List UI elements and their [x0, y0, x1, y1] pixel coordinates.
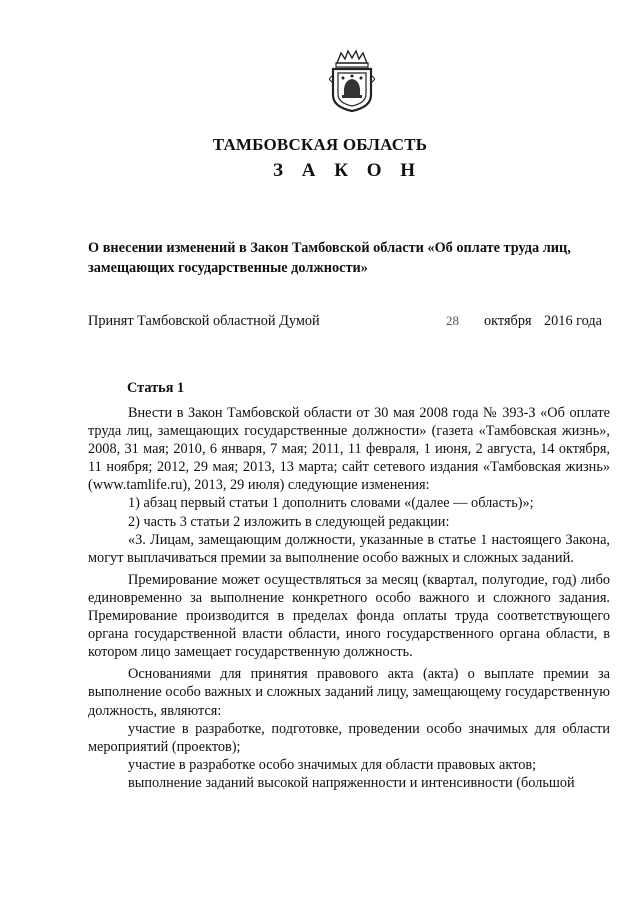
article-paragraph: 1) абзац первый статьи 1 дополнить словами «(далее — область)»; — [128, 495, 534, 512]
adoption-day: 28 — [446, 313, 459, 328]
article-paragraph: Внести в Закон Тамбовской области от 30 мая 2008 года № 393-З «Об оплате труда лиц, замещающих государственные должности» (газета «Тамбовская жизнь», 2008, 31 мая; 2010, 6 января, 7 мая; 2011, 11 февраля, 1 июня, 2 августа, 14 октября, 11 ноября; 2012, 29 мая; 2013, 13 марта; сайт сетевого издания «Тамбовская жизнь» (www.tamlife.ru), 2013, 29 июля) следующие изменения: — [88, 405, 610, 494]
article-paragraph: 2) часть 3 статьи 2 изложить в следующей редакции: — [128, 513, 450, 530]
article-paragraph: «3. Лицам, замещающим должности, указанные в статье 1 настоящего Закона, могут выплачиваться премии за выполнение особо важных и сложных заданий. — [88, 531, 610, 566]
adoption-label: Принят Тамбовской областной Думой — [88, 313, 320, 329]
article-paragraph: Премирование может осуществляться за месяц (квартал, полугодие, год) либо единовременно за выполнение конкретного особо важного и сложного задания. Премирование производится в пределах фонда оплаты труда соответствующего органа государственной власти области, иного государственного органа области, в котором лицо замещает государственную должность. — [88, 571, 610, 661]
article-paragraph: выполнение заданий высокой напряженности и интенсивности (большой — [128, 774, 575, 791]
coat-of-arms-icon — [329, 49, 375, 113]
adoption-line — [88, 311, 608, 331]
adoption-month: октября — [484, 313, 532, 329]
article-paragraph: участие в разработке особо значимых для области правовых актов; — [128, 756, 537, 773]
article-body — [88, 404, 610, 792]
article-paragraph: участие в разработке, подготовке, проведении особо значимых для области мероприятий (проектов); — [88, 720, 610, 755]
document-type-title: З А К О Н — [272, 160, 423, 181]
article-paragraph: Основаниями для принятия правового акта (акта) о выплате премии за выполнение особо важных и сложных заданий лицу, замещающему государственную должность, являются: — [88, 666, 610, 719]
adoption-year: 2016 года — [544, 313, 603, 329]
law-subject: О внесении изменений в Закон Тамбовской области «Об оплате труда лиц, замещающих государственные должности» — [88, 240, 571, 276]
article-heading: Статья 1 — [127, 380, 185, 396]
region-title: ТАМБОВСКАЯ ОБЛАСТЬ — [212, 135, 428, 154]
